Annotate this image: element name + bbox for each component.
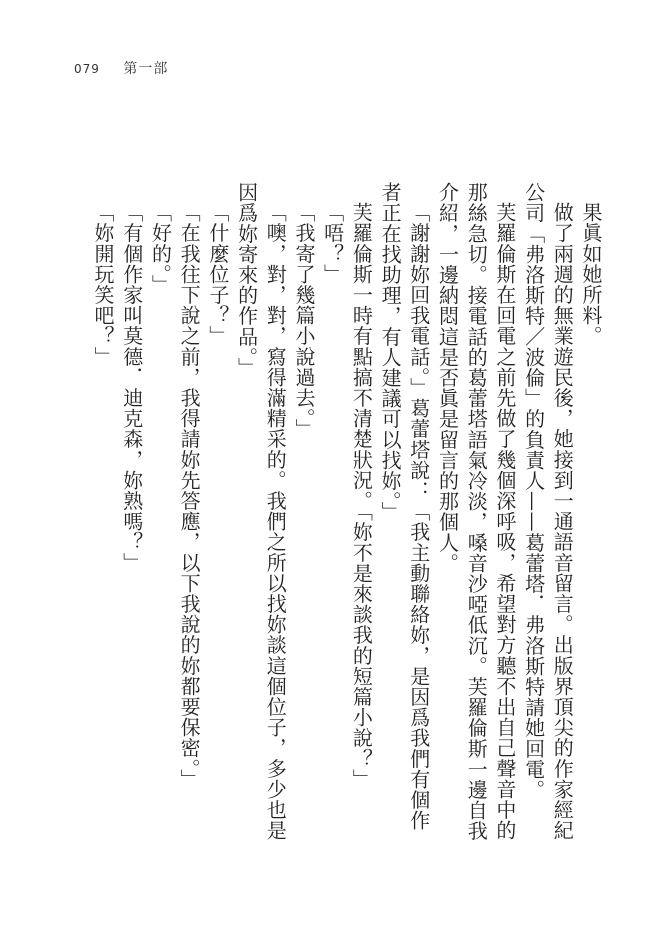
paragraph: 「妳開玩笑吧？」 [91, 202, 116, 367]
paragraph: 「噢，對，對，寫得滿精采的。我們之所以找妳談這個位子，多少也是因爲妳寄來的作品。」 [234, 182, 288, 841]
paragraph: 「唔？」 [320, 202, 345, 285]
paragraph: 果眞如她所料。 [579, 202, 603, 347]
paragraph: 芙羅倫斯在回電之前先做了幾個深呼吸，希望對方聽不出自己聲音中的那絲急切。接電話的葛蕾塔語氣冷淡，嗓音沙啞低沉。芙羅倫斯一邊自我介紹，一邊納悶這是否眞是留言的那個人。 [435, 182, 517, 842]
paragraph: 「有個作家叫莫德．迪克森，妳熟嗎？」 [119, 202, 144, 573]
paragraph: 「好的。」 [148, 202, 173, 295]
paragraph: 「謝謝妳回我電話。」葛蕾塔說：「我主動聯絡妳，是因爲我們有個作者正在找助理，有人建議可以找妳。」 [378, 182, 431, 831]
paragraph: 「我寄了幾篇小說過去。」 [291, 202, 316, 440]
section-title: 第一部 [123, 61, 169, 77]
paragraph: 「在我往下說之前，我得請妳先答應，以下我說的妳都要保密。」 [177, 202, 202, 790]
paragraph: 做了兩週的無業遊民後，她接到一通語音留言。出版界頂尖的作家經紀公司「弗洛斯特／波倫」的負責人——葛蕾塔．弗洛斯特請她回電。 [521, 182, 575, 841]
running-header [74, 58, 168, 78]
page-number: 079 [74, 62, 100, 76]
vertical-body-text [75, 182, 605, 842]
paragraph: 「什麼位子？」 [205, 202, 230, 347]
paragraph: 芙羅倫斯一時有點搞不清楚狀況。「妳不是來談我的短篇小說？」 [349, 202, 374, 790]
